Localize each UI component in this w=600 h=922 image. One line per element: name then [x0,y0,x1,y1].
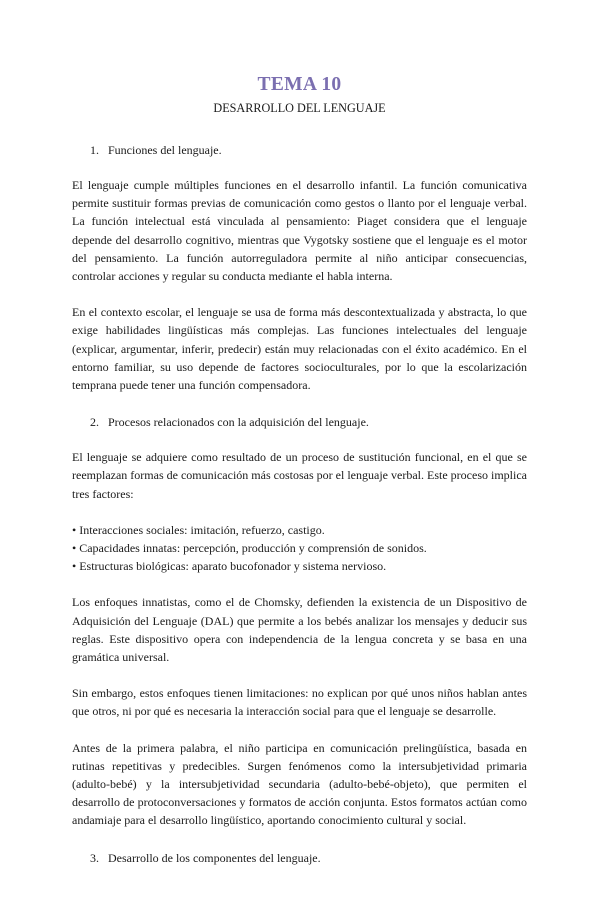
document-page [0,74,600,922]
section-title: Procesos relacionados con la adquisición del lenguaje. [108,415,369,430]
list-item: • Capacidades innatas: percepción, producción y comprensión de sonidos. [72,541,427,556]
section-heading-1 [72,142,527,158]
section-title: Desarrollo de los componentes del lenguaje. [108,850,321,865]
section-number: 1. [90,143,99,157]
section-number: 3. [90,850,99,865]
document-subtitle: DESARROLLO DEL LENGUAJE [213,101,386,115]
paragraph-functions: El lenguaje cumple múltiples funciones en el desarrollo infantil. La función comunicativa permite sustituir formas previas de comunicación como gestos o llanto por el lenguaje verbal. La función intelectual está vinculada al pensamiento: Piaget considera que el lenguaje depende del desarrollo cognitivo, mientras que Vygotsky sostiene que el lenguaje es el motor del pensamiento. La función autorreguladora permite al niño anticipar consecuencias, controlar acciones y regular su conducta mediante el habla interna. [72,178,527,284]
section-heading-2 [72,414,527,430]
paragraph-prelinguistic: Antes de la primera palabra, el niño participa en comunicación prelingüística, basada en rutinas repetitivas y predecibles. Surgen fenómenos como la intersubjetividad primaria (adulto-bebé) y la intersubjetividad secundaria (adulto-bebé-objeto), que permiten el desarrollo de protoconversaciones y formatos de acción conjunta. Estos formatos actúan como andamiaje para el desarrollo lingüístico, aportando conocimiento cultural y social. [72,740,527,828]
document-title: TEMA 10 [257,74,342,95]
section-heading-3 [72,850,527,866]
list-item: • Interacciones sociales: imitación, refuerzo, castigo. [72,522,325,537]
paragraph-school-context: En el contexto escolar, el lenguaje se usa de forma más descontextualizada y abstracta, lo que exige habilidades lingüísticas más complejas. Las funciones intelectuales del lenguaje (explicar, argumentar, inferir, predecir) están muy relacionadas con el éxito académico. En el entorno familiar, su uso depende de factores socioculturales, por lo que la escolarización temprana puede tener una función compensadora. [72,305,527,393]
factors-list [72,521,527,576]
section-number: 2. [90,415,99,430]
paragraph-innatist-approaches: Los enfoques innatistas, como el de Chomsky, defienden la existencia de un Dispositivo de Adquisición del Lenguaje (DAL) que permite a los bebés analizar los mensajes y deducir sus reglas. Este dispositivo opera con independencia de la lengua concreta y se basa en una gramática universal. [72,595,527,665]
paragraph-limitations: Sin embargo, estos enfoques tienen limitaciones: no explican por qué unos niños hablan antes que otros, ni por qué es necesaria la interacción social para que el lenguaje se desarrolle. [72,686,527,719]
section-title: Funciones del lenguaje. [108,143,222,157]
paragraph-functional-substitution: El lenguaje se adquiere como resultado de un proceso de sustitución funcional, en el que se reemplazan formas de comunicación más costosas por el lenguaje verbal. Este proceso implica tres factores: [72,450,527,501]
list-item: • Estructuras biológicas: aparato bucofonador y sistema nervioso. [72,559,387,574]
